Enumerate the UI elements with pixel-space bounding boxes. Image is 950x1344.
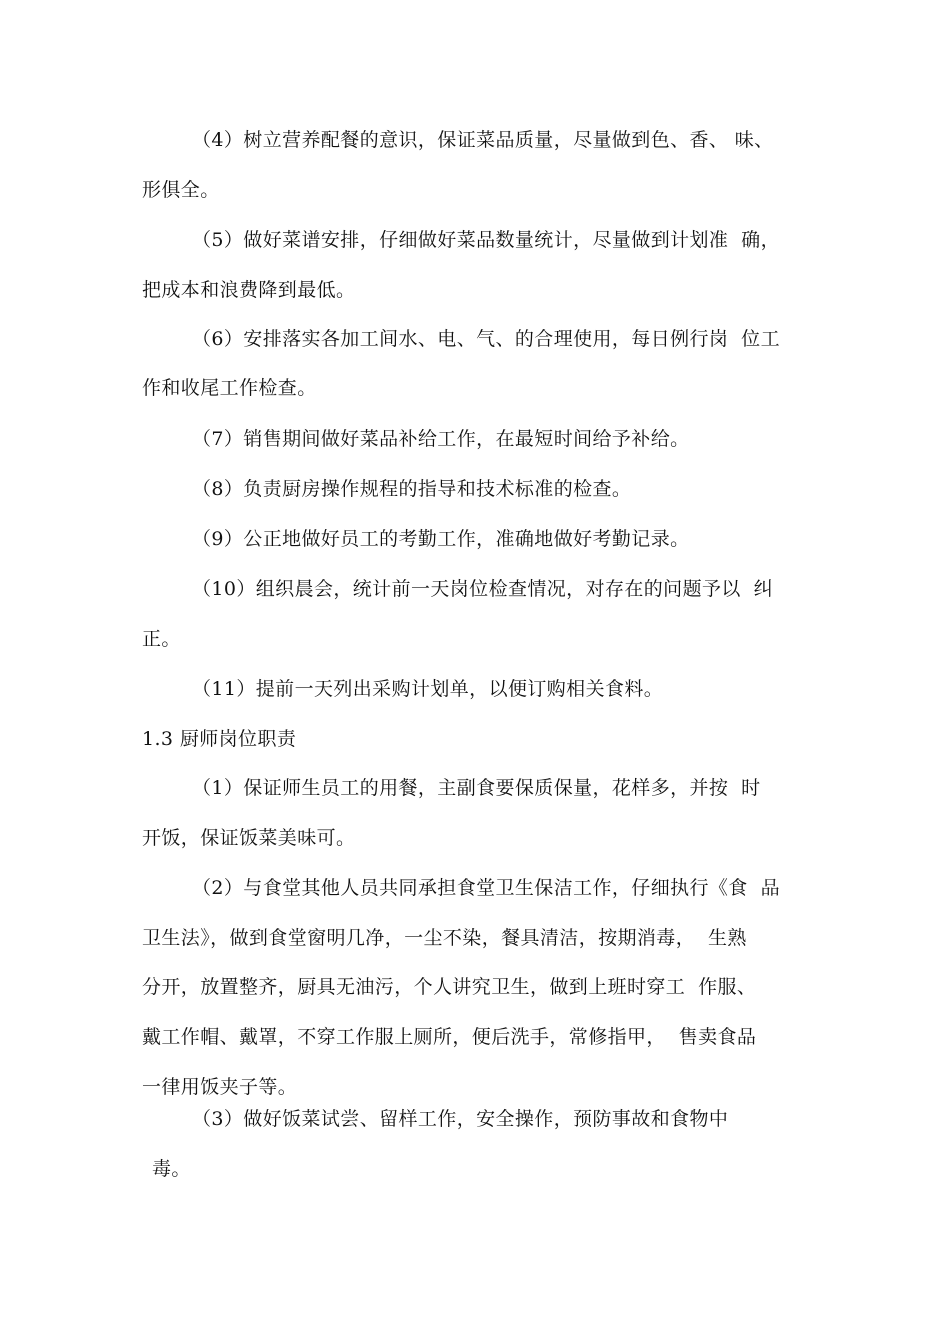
paragraph-line: 分开，放置整齐，厨具无油污，个人讲究卫生，做到上班时穿工 作服、	[142, 976, 757, 998]
paragraph-line: 戴工作帽、戴罩，不穿工作服上厕所，便后洗手，常修指甲， 售卖食品	[142, 1026, 757, 1048]
paragraph-line: 把成本和浪费降到最低。	[142, 279, 356, 301]
paragraph-line: 形俱全。	[142, 179, 220, 201]
paragraph-line: （7）销售期间做好菜品补给工作，在最短时间给予补给。	[192, 428, 690, 450]
paragraph-line: （5）做好菜谱安排，仔细做好菜品数量统计，尽量做到计划准 确，	[192, 229, 780, 251]
paragraph-line: 作和收尾工作检查。	[142, 377, 317, 399]
paragraph-line: （4）树立营养配餐的意识，保证菜品质量，尽量做到色、香、 味、	[192, 129, 774, 151]
paragraph-line: 正。	[142, 628, 181, 650]
paragraph-line: （1）保证师生员工的用餐，主副食要保质保量，花样多，并按 时	[192, 777, 761, 799]
paragraph-line: （6）安排落实各加工间水、电、气、的合理使用，每日例行岗 位工	[192, 328, 780, 350]
paragraph-line: 一律用饭夹子等。	[142, 1076, 298, 1098]
paragraph-line: （9）公正地做好员工的考勤工作，准确地做好考勤记录。	[192, 528, 690, 550]
paragraph-line: （10）组织晨会，统计前一天岗位检查情况，对存在的问题予以 纠	[192, 578, 774, 600]
paragraph-line: （11）提前一天列出采购计划单，以便订购相关食料。	[192, 678, 664, 700]
paragraph-line: 开饭，保证饭菜美味可。	[142, 827, 356, 849]
paragraph-line: （2）与食堂其他人员共同承担食堂卫生保洁工作，仔细执行《食 品	[192, 877, 780, 899]
paragraph-line: 卫生法》，做到食堂窗明几净，一尘不染，餐具清洁，按期消毒， 生熟	[142, 927, 747, 949]
paragraph-line: （3）做好饭菜试尝、留样工作，安全操作，预防事故和食物中	[192, 1108, 729, 1130]
section-heading: 1.3 厨师岗位职责	[142, 728, 297, 750]
paragraph-line: （8）负责厨房操作规程的指导和技术标准的检查。	[192, 478, 632, 500]
paragraph-line: 毒。	[152, 1158, 191, 1180]
